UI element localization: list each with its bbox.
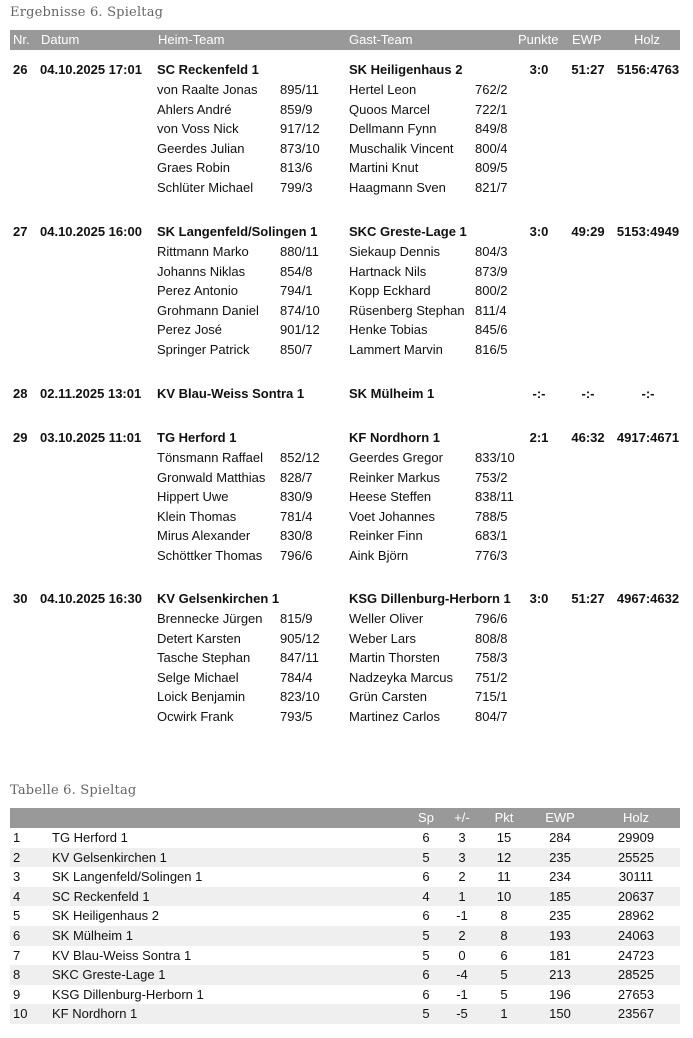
diff: 2 bbox=[458, 869, 466, 885]
match-ewp: 51:27 bbox=[571, 591, 605, 606]
ewp: 181 bbox=[549, 947, 571, 963]
home-player-name: Ahlers André bbox=[157, 101, 232, 117]
ewp: 193 bbox=[549, 927, 571, 943]
standings-row bbox=[10, 1004, 680, 1024]
diff: -1 bbox=[456, 908, 468, 924]
header-datum: Datum bbox=[41, 32, 80, 47]
holz: 23567 bbox=[617, 1006, 655, 1022]
away-player-score: 816/5 bbox=[475, 342, 508, 357]
away-player-name: Muschalik Vincent bbox=[349, 140, 454, 156]
games-played: 5 bbox=[422, 849, 430, 865]
ewp: 234 bbox=[549, 869, 571, 885]
home-player-name: Perez Antonio bbox=[157, 283, 238, 299]
away-player-score: 804/3 bbox=[475, 244, 508, 259]
home-team: KV Gelsenkirchen 1 bbox=[157, 591, 280, 606]
away-player-name: Dellmann Fynn bbox=[349, 121, 437, 137]
team-name: SK Langenfeld/Solingen 1 bbox=[52, 869, 203, 885]
home-player-score: 874/10 bbox=[280, 302, 320, 318]
home-player-name: Tönsmann Raffael bbox=[157, 450, 263, 465]
home-player-name: Schlüter Michael bbox=[157, 180, 254, 195]
standings-row bbox=[10, 985, 680, 1005]
standings-row bbox=[10, 848, 680, 868]
home-player-name: Hippert Uwe bbox=[157, 489, 229, 505]
points: 6 bbox=[500, 947, 508, 963]
home-player-score: 799/3 bbox=[280, 180, 313, 195]
home-player-name: von Raalte Jonas bbox=[157, 82, 258, 97]
standings-row bbox=[10, 946, 680, 966]
home-team: TG Herford 1 bbox=[157, 430, 237, 445]
away-team: SK Mülheim 1 bbox=[349, 386, 435, 401]
holz: 24723 bbox=[617, 947, 655, 963]
away-player-score: 845/6 bbox=[475, 322, 508, 338]
header-gast: Gast-Team bbox=[349, 32, 413, 47]
home-player-name: Detert Karsten bbox=[157, 630, 241, 646]
away-player-score: 833/10 bbox=[475, 450, 515, 465]
header-heim: Heim-Team bbox=[158, 32, 225, 47]
away-player-score: 804/7 bbox=[475, 709, 508, 724]
rank: 7 bbox=[13, 947, 21, 963]
away-player-score: 722/1 bbox=[475, 101, 508, 117]
rank: 9 bbox=[13, 986, 21, 1002]
home-player-score: 796/6 bbox=[280, 548, 313, 563]
match-nr: 29 bbox=[13, 430, 28, 445]
away-player-name: Haagmann Sven bbox=[349, 180, 446, 195]
team-name: SC Reckenfeld 1 bbox=[52, 888, 150, 904]
results-header bbox=[10, 30, 680, 50]
match-datum: 04.10.2025 16:00 bbox=[40, 224, 142, 239]
away-player-name: Grün Carsten bbox=[349, 689, 428, 705]
team-name: TG Herford 1 bbox=[52, 830, 128, 845]
header-ewp: EWP bbox=[572, 32, 602, 47]
away-player-name: Heese Steffen bbox=[349, 489, 432, 505]
match-nr: 26 bbox=[13, 62, 28, 77]
rank: 1 bbox=[13, 830, 21, 845]
home-player-name: Perez José bbox=[157, 322, 223, 338]
standings-row bbox=[10, 965, 680, 985]
home-player-name: Ocwirk Frank bbox=[157, 709, 234, 724]
away-player-name: Reinker Finn bbox=[349, 528, 423, 544]
ewp: 235 bbox=[549, 908, 571, 924]
standings-header bbox=[10, 808, 680, 828]
team-name: SK Heiligenhaus 2 bbox=[52, 908, 159, 924]
points: 1 bbox=[500, 1006, 508, 1022]
home-player-score: 859/9 bbox=[280, 101, 313, 117]
games-played: 5 bbox=[422, 927, 430, 943]
ewp: 196 bbox=[549, 986, 571, 1002]
diff: 3 bbox=[458, 849, 466, 865]
home-player-score: 828/7 bbox=[280, 469, 313, 485]
rank: 3 bbox=[13, 869, 21, 885]
header-pkt: Pkt bbox=[494, 810, 514, 825]
home-player-score: 854/8 bbox=[280, 263, 313, 279]
standings-row bbox=[10, 926, 680, 946]
points: 8 bbox=[500, 908, 508, 924]
holz: 28525 bbox=[617, 967, 655, 983]
points: 11 bbox=[497, 869, 511, 885]
away-player-score: 758/3 bbox=[475, 650, 508, 666]
match-holz: -:- bbox=[641, 386, 655, 401]
match-nr: 30 bbox=[13, 591, 28, 606]
games-played: 6 bbox=[422, 869, 430, 885]
away-team: KF Nordhorn 1 bbox=[349, 430, 440, 445]
points: 15 bbox=[496, 830, 512, 845]
match-holz: 4917:4671 bbox=[616, 430, 680, 445]
diff: -4 bbox=[456, 967, 468, 983]
standings-table bbox=[10, 808, 680, 1024]
header-holz: Holz bbox=[634, 32, 661, 47]
away-player-score: 821/7 bbox=[475, 180, 508, 195]
home-player-score: 917/12 bbox=[280, 121, 320, 137]
away-player-name: Geerdes Gregor bbox=[349, 450, 443, 465]
points: 5 bbox=[500, 967, 508, 983]
home-player-name: von Voss Nick bbox=[157, 121, 239, 137]
home-player-name: Selge Michael bbox=[157, 669, 239, 685]
away-player-score: 808/8 bbox=[475, 630, 508, 646]
rank: 5 bbox=[13, 908, 21, 924]
holz: 29909 bbox=[617, 830, 655, 845]
home-player-score: 847/11 bbox=[280, 650, 319, 666]
header-punkte: Punkte bbox=[518, 32, 559, 47]
team-name: KV Blau-Weiss Sontra 1 bbox=[52, 947, 192, 963]
away-team: SKC Greste-Lage 1 bbox=[349, 224, 467, 239]
ewp: 213 bbox=[549, 967, 571, 983]
away-player-score: 751/2 bbox=[475, 669, 508, 685]
home-player-score: 873/10 bbox=[280, 140, 320, 156]
games-played: 6 bbox=[422, 986, 430, 1002]
away-player-score: 811/4 bbox=[475, 302, 507, 318]
holz: 30111 bbox=[618, 869, 654, 885]
games-played: 5 bbox=[422, 947, 430, 963]
home-player-name: Johanns Niklas bbox=[157, 263, 246, 279]
home-player-score: 880/11 bbox=[280, 244, 319, 259]
away-player-score: 776/3 bbox=[475, 548, 508, 563]
away-player-score: 753/2 bbox=[475, 469, 508, 485]
games-played: 5 bbox=[422, 1006, 430, 1022]
home-player-name: Rittmann Marko bbox=[157, 244, 249, 259]
match-punkte: 3:0 bbox=[529, 591, 549, 606]
holz: 28962 bbox=[617, 908, 655, 924]
games-played: 6 bbox=[422, 908, 430, 924]
diff: -5 bbox=[456, 1006, 468, 1022]
home-player-score: 852/12 bbox=[280, 450, 320, 465]
points: 10 bbox=[496, 888, 512, 904]
away-player-name: Martini Knut bbox=[349, 160, 419, 176]
match-datum: 04.10.2025 17:01 bbox=[40, 62, 142, 77]
away-player-name: Nadzeyka Marcus bbox=[349, 669, 454, 685]
match-ewp: 46:32 bbox=[571, 430, 605, 445]
team-name: SKC Greste-Lage 1 bbox=[52, 967, 166, 983]
match-holz: 5153:4949 bbox=[616, 224, 680, 239]
match-datum: 02.11.2025 13:01 bbox=[40, 386, 142, 401]
header-holz: Holz bbox=[622, 810, 649, 825]
away-player-name: Henke Tobias bbox=[349, 322, 428, 338]
away-player-score: 800/4 bbox=[475, 140, 508, 156]
rank: 10 bbox=[13, 1006, 28, 1022]
away-team: KSG Dillenburg-Herborn 1 bbox=[349, 591, 511, 606]
away-player-name: Lammert Marvin bbox=[349, 342, 443, 357]
home-player-name: Grohmann Daniel bbox=[157, 302, 259, 318]
home-team: SK Langenfeld/Solingen 1 bbox=[157, 224, 318, 239]
away-player-name: Reinker Markus bbox=[349, 469, 441, 485]
holz: 25525 bbox=[617, 849, 655, 865]
points: 5 bbox=[500, 986, 508, 1002]
standings-row bbox=[10, 906, 680, 926]
games-played: 6 bbox=[422, 967, 430, 983]
match-nr: 27 bbox=[13, 224, 28, 239]
away-player-score: 683/1 bbox=[475, 528, 508, 544]
home-player-score: 901/12 bbox=[280, 322, 320, 338]
home-player-name: Mirus Alexander bbox=[157, 528, 251, 544]
away-player-score: 788/5 bbox=[475, 508, 508, 524]
header-ewp: EWP bbox=[545, 810, 575, 825]
standings-row bbox=[10, 828, 680, 848]
away-player-name: Hertel Leon bbox=[349, 82, 417, 97]
home-player-score: 905/12 bbox=[280, 630, 320, 646]
team-name: KSG Dillenburg-Herborn 1 bbox=[52, 986, 204, 1002]
away-player-name: Rüsenberg Stephan bbox=[349, 302, 465, 318]
standings-title: Tabelle 6. Spieltag bbox=[10, 783, 137, 798]
away-player-score: 796/6 bbox=[475, 611, 508, 626]
team-name: KV Gelsenkirchen 1 bbox=[52, 849, 167, 865]
home-player-score: 794/1 bbox=[280, 283, 313, 299]
away-team: SK Heiligenhaus 2 bbox=[349, 62, 463, 77]
points: 8 bbox=[500, 927, 508, 943]
home-player-name: Gronwald Matthias bbox=[157, 469, 266, 485]
home-player-score: 793/5 bbox=[280, 709, 313, 724]
home-player-name: Graes Robin bbox=[157, 160, 230, 176]
away-player-name: Kopp Eckhard bbox=[349, 283, 431, 299]
diff: 2 bbox=[458, 927, 466, 943]
home-player-score: 784/4 bbox=[280, 669, 313, 685]
header-sp: Sp bbox=[418, 810, 434, 825]
home-player-name: Geerdes Julian bbox=[157, 140, 245, 156]
home-player-score: 830/9 bbox=[280, 489, 313, 505]
home-player-score: 815/9 bbox=[280, 611, 313, 626]
home-player-score: 781/4 bbox=[280, 508, 313, 524]
standings-row bbox=[10, 867, 680, 887]
rank: 6 bbox=[13, 927, 21, 943]
home-player-name: Brennecke Jürgen bbox=[157, 611, 263, 626]
home-player-score: 830/8 bbox=[280, 528, 313, 544]
games-played: 4 bbox=[422, 888, 430, 904]
away-player-score: 873/9 bbox=[475, 263, 508, 279]
away-player-name: Martinez Carlos bbox=[349, 709, 441, 724]
points: 12 bbox=[496, 849, 512, 865]
standings-row bbox=[10, 887, 680, 907]
rank: 2 bbox=[13, 849, 21, 865]
holz: 24063 bbox=[617, 927, 655, 943]
team-name: KF Nordhorn 1 bbox=[52, 1006, 138, 1022]
holz: 27653 bbox=[617, 986, 655, 1002]
rank: 4 bbox=[13, 888, 21, 904]
away-player-name: Aink Björn bbox=[349, 548, 409, 563]
ewp: 185 bbox=[549, 888, 571, 904]
match-holz: 5156:4763 bbox=[616, 62, 680, 77]
match-punkte: 3:0 bbox=[529, 62, 549, 77]
away-player-score: 762/2 bbox=[475, 82, 508, 97]
home-player-name: Klein Thomas bbox=[157, 508, 237, 524]
match-datum: 04.10.2025 16:30 bbox=[40, 591, 142, 606]
away-player-name: Weber Lars bbox=[349, 630, 416, 646]
match-punkte: -:- bbox=[532, 386, 546, 401]
away-player-score: 800/2 bbox=[475, 283, 508, 299]
away-player-score: 838/11 bbox=[475, 489, 514, 505]
match-ewp: 49:29 bbox=[571, 224, 605, 239]
home-team: SC Reckenfeld 1 bbox=[157, 62, 259, 77]
home-player-name: Schöttker Thomas bbox=[157, 548, 263, 563]
away-player-name: Quoos Marcel bbox=[349, 101, 430, 117]
match-holz: 4967:4632 bbox=[616, 591, 680, 606]
diff: 1 bbox=[458, 888, 466, 904]
away-player-score: 849/8 bbox=[475, 121, 508, 137]
away-player-score: 809/5 bbox=[475, 160, 508, 176]
away-player-score: 715/1 bbox=[475, 689, 508, 705]
holz: 20637 bbox=[617, 888, 655, 904]
ewp: 284 bbox=[549, 830, 571, 845]
away-player-name: Voet Johannes bbox=[349, 508, 436, 524]
team-name: SK Mülheim 1 bbox=[52, 927, 133, 943]
home-player-name: Springer Patrick bbox=[157, 342, 250, 357]
away-player-name: Martin Thorsten bbox=[349, 650, 440, 666]
match-punkte: 3:0 bbox=[529, 224, 549, 239]
home-team: KV Blau-Weiss Sontra 1 bbox=[157, 386, 305, 401]
diff: -1 bbox=[456, 986, 468, 1002]
match-ewp: -:- bbox=[581, 386, 595, 401]
results-title: Ergebnisse 6. Spieltag bbox=[10, 5, 164, 20]
home-player-name: Loick Benjamin bbox=[157, 689, 246, 705]
match-punkte: 2:1 bbox=[529, 430, 549, 445]
home-player-score: 813/6 bbox=[280, 160, 313, 176]
diff: 0 bbox=[458, 947, 466, 963]
diff: 3 bbox=[458, 830, 466, 845]
home-player-score: 823/10 bbox=[280, 689, 320, 705]
home-player-name: Tasche Stephan bbox=[157, 650, 251, 666]
games-played: 6 bbox=[422, 830, 430, 845]
match-datum: 03.10.2025 11:01 bbox=[40, 430, 142, 445]
home-player-score: 850/7 bbox=[280, 342, 313, 357]
rank: 8 bbox=[13, 967, 21, 983]
away-player-name: Weller Oliver bbox=[349, 611, 424, 626]
match-nr: 28 bbox=[13, 386, 28, 401]
away-player-name: Siekaup Dennis bbox=[349, 244, 441, 259]
header-nr: Nr. bbox=[13, 32, 30, 47]
home-player-score: 895/11 bbox=[280, 82, 319, 97]
header-diff: +/- bbox=[454, 810, 470, 825]
away-player-name: Hartnack Nils bbox=[349, 263, 427, 279]
ewp: 150 bbox=[549, 1006, 571, 1022]
match-ewp: 51:27 bbox=[571, 62, 605, 77]
ewp: 235 bbox=[549, 849, 571, 865]
